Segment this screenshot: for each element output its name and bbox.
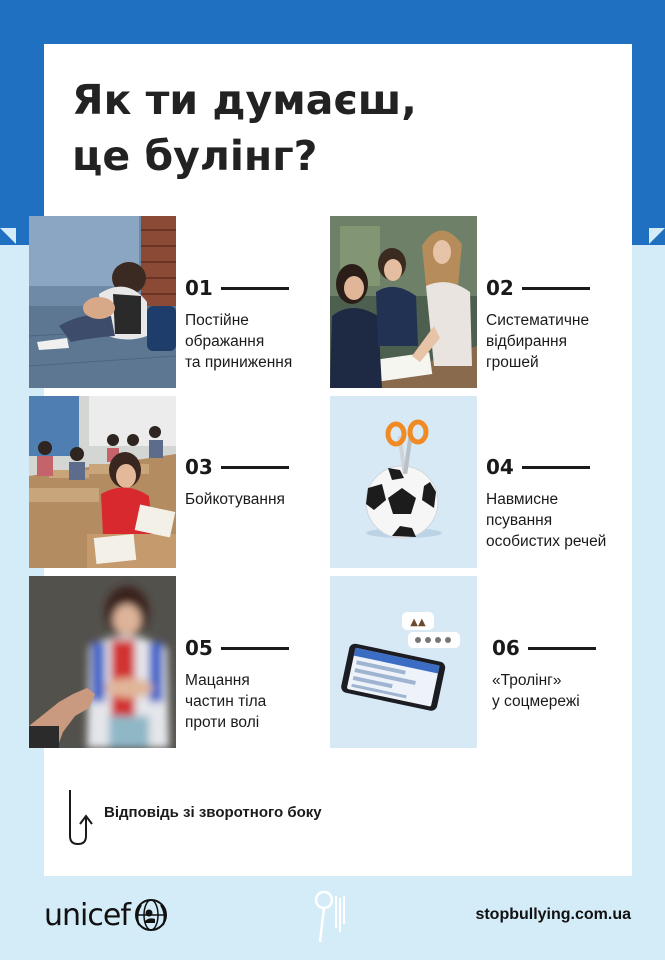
item-05 — [185, 636, 335, 733]
item-number: 04 — [486, 455, 636, 479]
item-number: 02 — [486, 276, 636, 300]
title-line-2: це булінг? — [72, 132, 318, 180]
unicef-logo — [44, 892, 169, 938]
photo-girls-desk — [330, 216, 477, 388]
website-link[interactable]: stopbullying.com.ua — [475, 906, 631, 923]
item-06 — [492, 636, 642, 712]
unicef-wordmark: unicef — [44, 897, 130, 933]
item-03 — [185, 455, 335, 510]
item-number: 06 — [492, 636, 642, 660]
item-02 — [486, 276, 636, 373]
item-label: Навмисне псування особистих речей — [486, 491, 607, 550]
item-label: Мацання частин тіла проти волі — [185, 672, 267, 731]
band-notch-left — [0, 228, 16, 244]
item-number: 03 — [185, 455, 335, 479]
band-notch-right — [649, 228, 665, 244]
item-01 — [185, 276, 335, 373]
photo-phone-trolling — [330, 576, 477, 748]
photo-sad-boy — [29, 216, 176, 388]
partner-logo-icon — [312, 888, 352, 944]
item-04 — [486, 455, 636, 552]
item-number: 05 — [185, 636, 335, 660]
photo-football-scissors — [330, 396, 477, 568]
unicef-globe-icon — [133, 897, 169, 933]
item-label: Постійне ображання та приниження — [185, 312, 293, 371]
item-number: 01 — [185, 276, 335, 300]
photo-blurred-girl — [29, 576, 176, 748]
svg-text:▲▲: ▲▲ — [410, 617, 426, 628]
poster-title — [72, 72, 417, 184]
footer — [0, 880, 665, 960]
return-arrow-icon — [66, 788, 100, 848]
photo-classroom — [29, 396, 176, 568]
item-label: «Тролінг» у соцмережі — [492, 672, 580, 710]
answer-note — [66, 788, 366, 848]
item-label: Систематичне відбирання грошей — [486, 312, 590, 371]
title-line-1: Як ти думаєш, — [72, 76, 417, 124]
answer-text: Відповідь зі зворотного боку — [104, 804, 322, 821]
item-label: Бойкотування — [185, 491, 285, 508]
